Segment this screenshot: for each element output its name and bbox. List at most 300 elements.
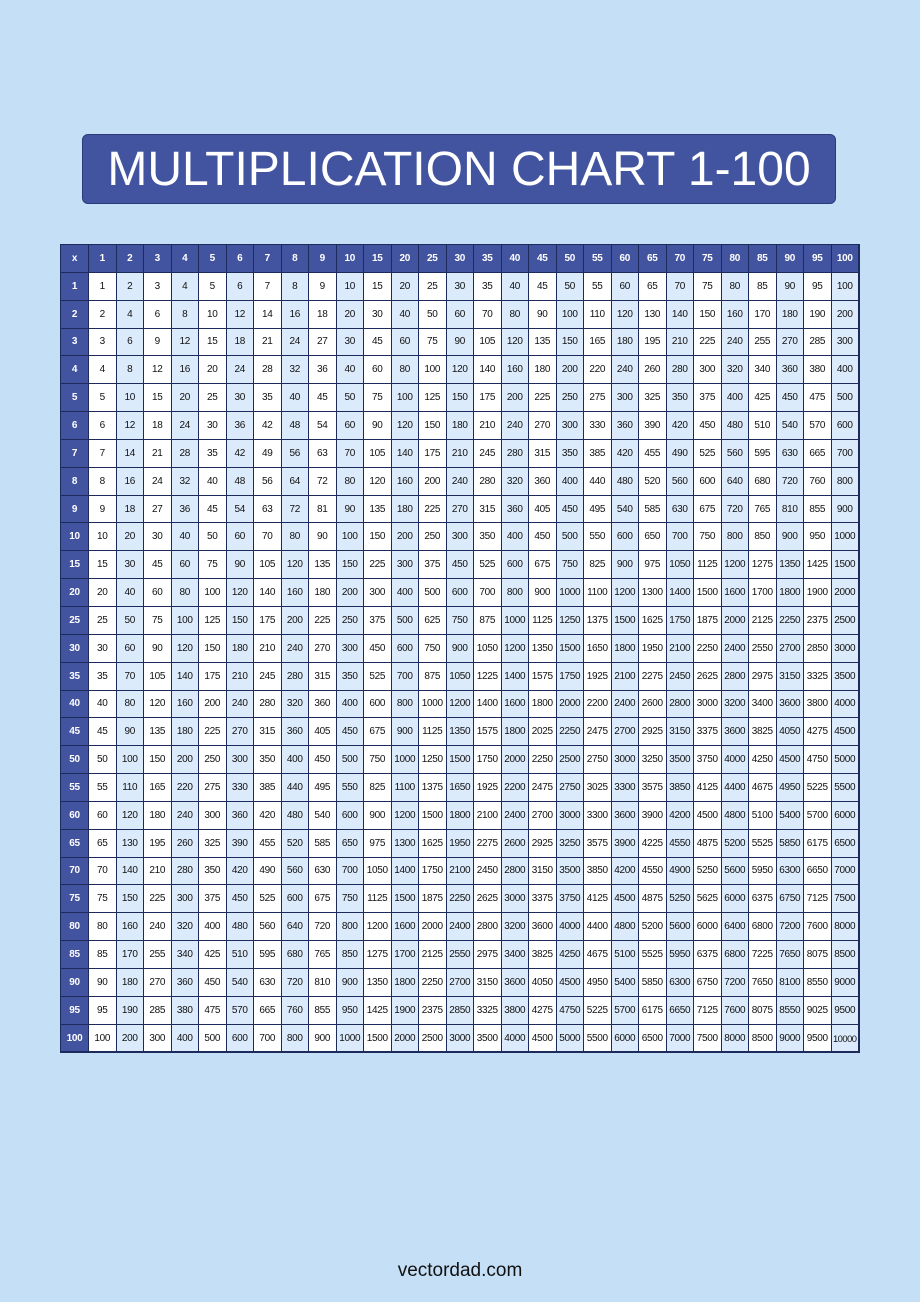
table-cell: 2550 [447,941,475,969]
table-cell: 54 [309,412,337,440]
table-cell: 4950 [584,969,612,997]
table-cell: 750 [447,607,475,635]
table-cell: 8500 [832,941,860,969]
table-cell: 400 [199,913,227,941]
table-cell: 24 [282,329,310,357]
table-cell: 2200 [502,774,530,802]
table-cell: 12 [227,301,255,329]
table-cell: 90 [447,329,475,357]
table-cell: 4 [172,273,200,301]
table-cell: 140 [117,858,145,886]
table-cell: 665 [804,440,832,468]
table-cell: 1200 [447,691,475,719]
table-cell: 60 [612,273,640,301]
table-cell: 450 [309,746,337,774]
table-cell: 30 [337,329,365,357]
column-header: 2 [117,245,145,273]
table-cell: 975 [364,830,392,858]
table-cell: 3200 [722,691,750,719]
table-cell: 1650 [584,635,612,663]
table-cell: 595 [254,941,282,969]
table-cell: 85 [749,273,777,301]
table-cell: 225 [529,384,557,412]
table-cell: 1300 [639,579,667,607]
table-cell: 2375 [419,997,447,1025]
table-cell: 585 [639,496,667,524]
table-cell: 280 [254,691,282,719]
table-cell: 2800 [502,858,530,886]
row-header: 8 [61,468,89,496]
column-header: 75 [694,245,722,273]
table-cell: 2275 [474,830,502,858]
table-cell: 30 [89,635,117,663]
table-cell: 855 [309,997,337,1025]
table-cell: 800 [502,579,530,607]
table-cell: 90 [227,551,255,579]
table-cell: 64 [282,468,310,496]
table-cell: 10 [199,301,227,329]
table-cell: 75 [199,551,227,579]
table-cell: 3600 [777,691,805,719]
table-cell: 60 [364,356,392,384]
table-cell: 7500 [694,1025,722,1053]
table-cell: 285 [144,997,172,1025]
table-cell: 360 [529,468,557,496]
table-cell: 2375 [804,607,832,635]
row-header: 9 [61,496,89,524]
table-cell: 170 [749,301,777,329]
table-cell: 180 [447,412,475,440]
table-cell: 8000 [832,913,860,941]
table-cell: 140 [254,579,282,607]
table-cell: 2000 [502,746,530,774]
table-cell: 10 [337,273,365,301]
table-cell: 160 [172,691,200,719]
table-cell: 455 [254,830,282,858]
table-cell: 225 [144,885,172,913]
table-cell: 1750 [419,858,447,886]
table-cell: 18 [144,412,172,440]
table-cell: 70 [667,273,695,301]
table-cell: 3600 [502,969,530,997]
table-cell: 4275 [804,718,832,746]
table-cell: 315 [529,440,557,468]
table-cell: 400 [722,384,750,412]
table-cell: 375 [364,607,392,635]
table-cell: 21 [254,329,282,357]
row-header: 10 [61,523,89,551]
table-cell: 4250 [557,941,585,969]
table-cell: 360 [309,691,337,719]
table-cell: 600 [447,579,475,607]
table-cell: 2000 [557,691,585,719]
row-header: 45 [61,718,89,746]
table-cell: 4500 [529,1025,557,1053]
table-cell: 480 [227,913,255,941]
table-cell: 3025 [584,774,612,802]
table-cell: 30 [447,273,475,301]
table-cell: 125 [199,607,227,635]
table-cell: 450 [529,523,557,551]
table-cell: 720 [777,468,805,496]
table-cell: 3900 [639,802,667,830]
table-cell: 2250 [694,635,722,663]
table-cell: 490 [254,858,282,886]
table-cell: 210 [144,858,172,886]
table-cell: 675 [529,551,557,579]
table-cell: 540 [777,412,805,440]
table-cell: 150 [144,746,172,774]
table-cell: 12 [144,356,172,384]
row-header: 95 [61,997,89,1025]
table-cell: 1125 [694,551,722,579]
table-cell: 60 [227,523,255,551]
table-cell: 30 [199,412,227,440]
table-cell: 50 [557,273,585,301]
table-cell: 675 [309,885,337,913]
table-cell: 1800 [447,802,475,830]
table-cell: 2400 [722,635,750,663]
table-cell: 455 [639,440,667,468]
table-cell: 6000 [722,885,750,913]
table-cell: 1750 [667,607,695,635]
table-cell: 350 [667,384,695,412]
table-cell: 100 [392,384,420,412]
table-cell: 60 [337,412,365,440]
table-cell: 2000 [392,1025,420,1053]
table-cell: 120 [227,579,255,607]
table-cell: 480 [722,412,750,440]
table-cell: 1700 [749,579,777,607]
table-cell: 2550 [749,635,777,663]
table-cell: 3200 [502,913,530,941]
table-cell: 1500 [557,635,585,663]
table-cell: 260 [639,356,667,384]
table-cell: 2925 [529,830,557,858]
table-cell: 1800 [777,579,805,607]
row-header: 35 [61,663,89,691]
table-cell: 125 [419,384,447,412]
table-cell: 8000 [722,1025,750,1053]
table-cell: 400 [337,691,365,719]
table-cell: 7200 [777,913,805,941]
table-cell: 600 [502,551,530,579]
table-cell: 6300 [667,969,695,997]
table-cell: 200 [117,1025,145,1053]
table-cell: 325 [199,830,227,858]
table-cell: 63 [309,440,337,468]
table-cell: 2000 [832,579,860,607]
table-cell: 640 [282,913,310,941]
table-cell: 270 [144,969,172,997]
table-cell: 550 [584,523,612,551]
table-cell: 8 [172,301,200,329]
table-cell: 200 [199,691,227,719]
table-cell: 9025 [804,997,832,1025]
table-cell: 250 [419,523,447,551]
table-cell: 225 [364,551,392,579]
table-cell: 1200 [392,802,420,830]
table-cell: 100 [199,579,227,607]
table-cell: 40 [282,384,310,412]
table-cell: 8075 [804,941,832,969]
table-cell: 45 [89,718,117,746]
table-cell: 1225 [474,663,502,691]
row-header: 85 [61,941,89,969]
table-cell: 28 [172,440,200,468]
table-cell: 180 [172,718,200,746]
table-cell: 9000 [832,969,860,997]
table-cell: 4050 [529,969,557,997]
table-cell: 1250 [557,607,585,635]
table-cell: 385 [254,774,282,802]
table-cell: 6 [89,412,117,440]
table-cell: 135 [364,496,392,524]
column-header: 15 [364,245,392,273]
table-cell: 800 [282,1025,310,1053]
table-cell: 50 [117,607,145,635]
table-cell: 425 [749,384,777,412]
table-cell: 5225 [804,774,832,802]
table-cell: 560 [282,858,310,886]
table-cell: 135 [309,551,337,579]
table-cell: 16 [117,468,145,496]
table-cell: 350 [557,440,585,468]
table-cell: 510 [749,412,777,440]
table-cell: 3500 [557,858,585,886]
table-cell: 220 [584,356,612,384]
row-header: 65 [61,830,89,858]
table-cell: 130 [117,830,145,858]
table-cell: 15 [364,273,392,301]
table-cell: 560 [722,440,750,468]
table-cell: 1800 [612,635,640,663]
table-cell: 360 [282,718,310,746]
table-cell: 495 [584,496,612,524]
table-cell: 560 [667,468,695,496]
table-cell: 850 [749,523,777,551]
column-header: 25 [419,245,447,273]
table-cell: 160 [392,468,420,496]
table-cell: 40 [337,356,365,384]
table-cell: 360 [612,412,640,440]
table-cell: 3600 [612,802,640,830]
table-cell: 60 [89,802,117,830]
table-cell: 3600 [529,913,557,941]
table-cell: 49 [254,440,282,468]
table-cell: 1350 [364,969,392,997]
table-cell: 75 [364,384,392,412]
column-header: 65 [639,245,667,273]
table-cell: 1575 [529,663,557,691]
table-cell: 2025 [529,718,557,746]
table-cell: 100 [419,356,447,384]
table-cell: 210 [667,329,695,357]
table-cell: 100 [117,746,145,774]
table-cell: 8075 [749,997,777,1025]
table-cell: 540 [309,802,337,830]
table-cell: 1800 [529,691,557,719]
column-header: 9 [309,245,337,273]
table-cell: 72 [309,468,337,496]
table-cell: 675 [364,718,392,746]
table-cell: 135 [144,718,172,746]
table-cell: 450 [557,496,585,524]
table-cell: 225 [199,718,227,746]
table-cell: 5500 [584,1025,612,1053]
table-cell: 800 [832,468,860,496]
table-cell: 4500 [777,746,805,774]
table-cell: 5200 [639,913,667,941]
table-cell: 300 [337,635,365,663]
table-cell: 70 [89,858,117,886]
table-cell: 2450 [474,858,502,886]
table-cell: 2125 [419,941,447,969]
table-cell: 4500 [694,802,722,830]
table-cell: 20 [392,273,420,301]
table-cell: 3575 [639,774,667,802]
table-cell: 48 [282,412,310,440]
table-cell: 2125 [749,607,777,635]
table-cell: 360 [502,496,530,524]
table-cell: 2000 [722,607,750,635]
table-cell: 4875 [694,830,722,858]
table-cell: 500 [392,607,420,635]
table-cell: 600 [612,523,640,551]
table-cell: 900 [529,579,557,607]
table-cell: 5500 [832,774,860,802]
table-cell: 360 [777,356,805,384]
table-cell: 3250 [557,830,585,858]
table-cell: 40 [392,301,420,329]
table-cell: 8550 [777,997,805,1025]
table-cell: 855 [804,496,832,524]
table-cell: 5000 [557,1025,585,1053]
table-cell: 14 [254,301,282,329]
table-cell: 105 [144,663,172,691]
table-cell: 1350 [777,551,805,579]
table-cell: 950 [337,997,365,1025]
table-cell: 260 [172,830,200,858]
table-cell: 120 [282,551,310,579]
table-cell: 7 [89,440,117,468]
table-cell: 570 [227,997,255,1025]
table-cell: 3900 [612,830,640,858]
table-cell: 3000 [832,635,860,663]
table-cell: 14 [117,440,145,468]
table-cell: 4000 [557,913,585,941]
table-cell: 525 [254,885,282,913]
table-cell: 5525 [639,941,667,969]
table-cell: 4400 [584,913,612,941]
table-cell: 7000 [667,1025,695,1053]
table-cell: 270 [447,496,475,524]
table-cell: 100 [832,273,860,301]
table-cell: 500 [832,384,860,412]
table-cell: 10 [89,523,117,551]
table-cell: 700 [832,440,860,468]
table-cell: 600 [694,468,722,496]
table-cell: 4750 [557,997,585,1025]
table-cell: 1100 [584,579,612,607]
table-cell: 2700 [612,718,640,746]
table-cell: 765 [749,496,777,524]
table-cell: 665 [254,997,282,1025]
table-cell: 300 [694,356,722,384]
table-cell: 900 [832,496,860,524]
table-cell: 1500 [832,551,860,579]
table-cell: 65 [89,830,117,858]
table-cell: 80 [392,356,420,384]
table-cell: 900 [447,635,475,663]
table-cell: 6 [117,329,145,357]
table-cell: 600 [337,802,365,830]
table-cell: 350 [254,746,282,774]
row-header: 5 [61,384,89,412]
table-cell: 400 [172,1025,200,1053]
table-cell: 975 [639,551,667,579]
table-cell: 3575 [584,830,612,858]
table-cell: 3500 [832,663,860,691]
table-cell: 4550 [639,858,667,886]
table-cell: 275 [199,774,227,802]
table-cell: 1050 [474,635,502,663]
table-cell: 105 [474,329,502,357]
table-cell: 240 [227,691,255,719]
table-cell: 150 [447,384,475,412]
table-cell: 450 [447,551,475,579]
table-cell: 1000 [392,746,420,774]
table-cell: 60 [144,579,172,607]
table-cell: 1200 [364,913,392,941]
table-cell: 160 [722,301,750,329]
column-header: 20 [392,245,420,273]
table-cell: 585 [309,830,337,858]
row-header: 7 [61,440,89,468]
table-cell: 20 [337,301,365,329]
table-cell: 450 [337,718,365,746]
table-cell: 2750 [557,774,585,802]
table-cell: 5200 [722,830,750,858]
table-cell: 175 [254,607,282,635]
table-cell: 315 [254,718,282,746]
table-cell: 270 [529,412,557,440]
table-cell: 900 [777,523,805,551]
table-cell: 195 [639,329,667,357]
table-cell: 4 [117,301,145,329]
table-cell: 190 [804,301,832,329]
table-cell: 1700 [392,941,420,969]
table-cell: 3850 [584,858,612,886]
table-cell: 255 [749,329,777,357]
table-cell: 70 [254,523,282,551]
table-cell: 3000 [612,746,640,774]
table-cell: 850 [337,941,365,969]
table-cell: 1050 [447,663,475,691]
column-header: 10 [337,245,365,273]
table-cell: 400 [832,356,860,384]
table-cell: 50 [419,301,447,329]
table-cell: 1625 [419,830,447,858]
column-header: 70 [667,245,695,273]
table-cell: 1100 [392,774,420,802]
table-cell: 2 [89,301,117,329]
table-cell: 330 [584,412,612,440]
column-header: 50 [557,245,585,273]
column-header: 40 [502,245,530,273]
table-cell: 150 [199,635,227,663]
table-cell: 750 [694,523,722,551]
